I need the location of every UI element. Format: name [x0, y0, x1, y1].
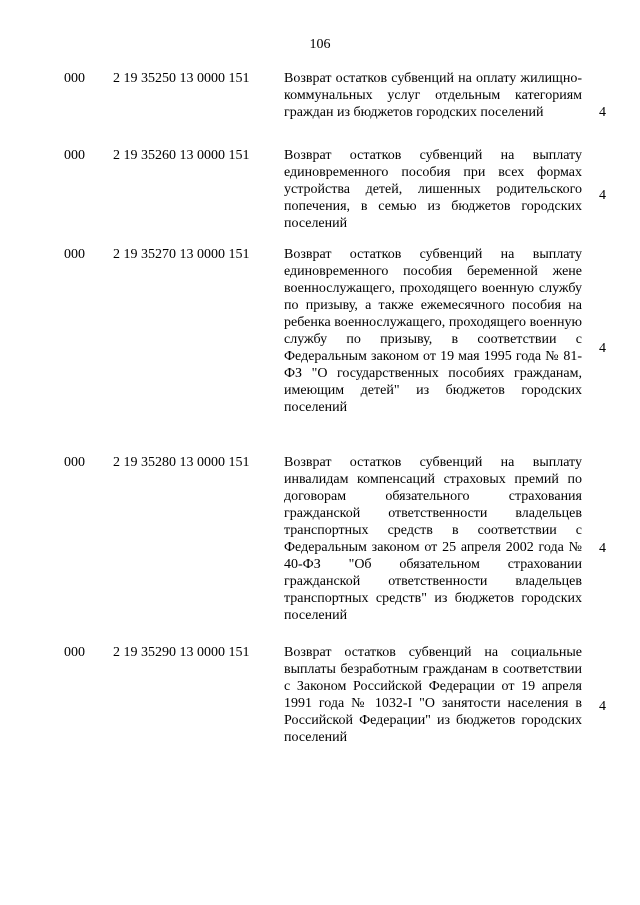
row-mark: 4: [599, 699, 606, 714]
budget-classification-code: 2 19 35290 13 0000 151: [113, 645, 250, 660]
row-description: Возврат остатков субвенций на выплату единовременного пособия беременной жене военнослужащего, проходящего военную службу по призыву, а также ежемесячного пособия на ребенка военнослужащего, проходящего военную службу по призыву, в соответствии с Федеральным законом от 19 мая 1995 года № 81-ФЗ "О государственных пособиях гражданам, имеющим детей" из бюджетов городских поселений: [284, 247, 582, 415]
row-description: Возврат остатков субвенций на социальные выплаты безработным гражданам в соответствии с Законом Российской Федерации от 19 апреля 1991 года № 1032-I "О занятости населения в Российской Федерации" из бюджетов городских поселений: [284, 645, 582, 745]
row-mark: 4: [599, 341, 606, 356]
budget-classification-code: 2 19 35270 13 0000 151: [113, 247, 250, 262]
admin-code: 000: [64, 455, 85, 470]
row-description: Возврат остатков субвенций на оплату жилищно-коммунальных услуг отдельным категориям граждан из бюджетов городских поселений: [284, 71, 582, 120]
admin-code: 000: [64, 71, 85, 86]
admin-code: 000: [64, 148, 85, 163]
budget-classification-code: 2 19 35250 13 0000 151: [113, 71, 250, 86]
page-number: 106: [309, 37, 331, 52]
row-description: Возврат остатков субвенций на выплату единовременного пособия при всех формах устройства детей, лишенных родительского попечения, в семью из бюджетов городских поселений: [284, 148, 582, 231]
row-mark: 4: [599, 105, 606, 120]
row-mark: 4: [599, 188, 606, 203]
row-mark: 4: [599, 541, 606, 556]
row-description: Возврат остатков субвенций на выплату инвалидам компенсаций страховых премий по договорам обязательного страхования гражданской ответственности владельцев транспортных средств в соответствии с Федеральным законом от 25 апреля 2002 года № 40-ФЗ "Об обязательном страховании гражданской ответственности владельцев транспортных средств" из бюджетов городских поселений: [284, 455, 582, 623]
budget-classification-code: 2 19 35280 13 0000 151: [113, 455, 250, 470]
admin-code: 000: [64, 247, 85, 262]
budget-classification-code: 2 19 35260 13 0000 151: [113, 148, 250, 163]
admin-code: 000: [64, 645, 85, 660]
